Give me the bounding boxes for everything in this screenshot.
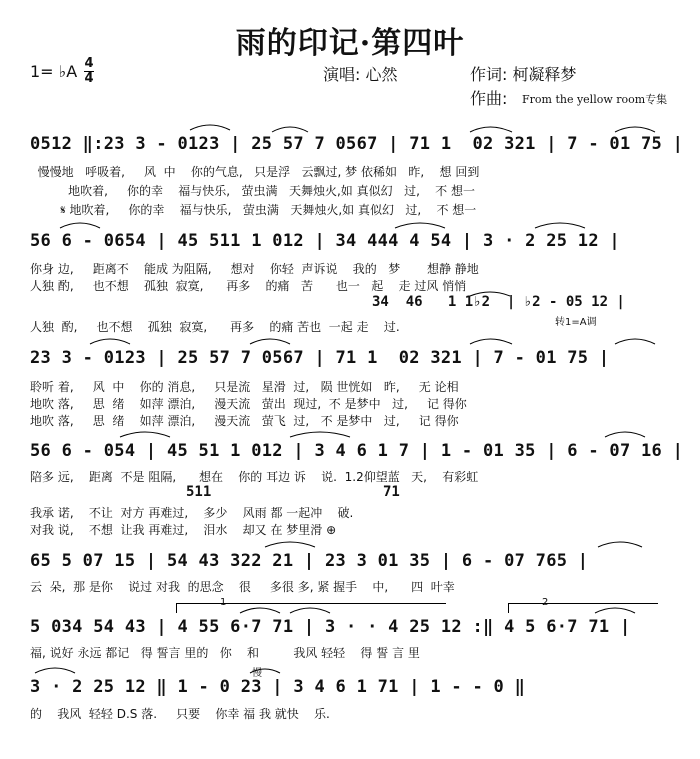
lyric-row-5-verse-1: 云 朵, 那 是你 说过 对我 的思念 很 多很 多, 紧 握手 中, 四 叶幸 xyxy=(30,580,455,594)
extra-notes-511: 511 xyxy=(186,484,212,500)
lyric-row-2-verse-2: 人独 酌, 也不想 孤独 寂寞, 再多 的痛 苦 也一 起 走 过风 悄悄 xyxy=(30,279,467,293)
lyric-row-7-verse-1: 的 我风 轻轻 D.S 落. 只要 你幸 福 我 就快 乐. xyxy=(30,707,330,721)
notes-row-3: 23 3 - 0123 | 25 57 7 0567 | 71 1 02 321 | 7 - 01 75 | xyxy=(30,348,610,368)
lyric-row-2-verse-1: 你身 边, 距离不 能成 为阻隔, 想对 你轻 声诉说 我的 梦 想静 静地 xyxy=(30,262,479,276)
alt-notes: 34 46 1 1♭2 | ♭2 - 05 12 | xyxy=(372,294,625,310)
composer-label: 作曲: xyxy=(470,89,508,108)
notes-row-6: 5 034 54 43 | 4 55 6·7 71 | 3 · · 4 25 12 :‖ 4 5 6·7 71 | xyxy=(30,617,631,637)
lyric-row-3-verse-2: 地吹 落, 思 绪 如萍 漂泊, 漫天流 萤出 现过, 不 是梦中 过, 记 得你 xyxy=(30,397,467,411)
lyric-row-3-verse-1: 聆听 着, 风 中 你的 消息, 只是流 星滑 过, 陨 世恍如 昨, 无 论相 xyxy=(30,380,459,394)
lyric-row-4-verse-3: 对我 说, 不想 让我 再难过, 泪水 却又 在 梦里滑 ⊕ xyxy=(30,523,337,537)
lyric-row-6-verse-1: 福, 说好 永远 都记 得 誓言 里的 你 和 我风 轻轻 得 誓 言 里 xyxy=(30,646,420,660)
lyric-row-1-verse-3: 𝄋 地吹着, 你的幸 福与快乐, 萤虫满 天舞烛火,如 真似幻 过, 不 想一 xyxy=(30,203,477,217)
notes-row-7: 3 · 2 25 12 ‖ 1 - 0 23 | 3 4 6 1 71 | 1 - - 0 ‖ xyxy=(30,677,526,697)
notes-row-1: 0512 ‖:23 3 - 0123 | 25 57 7 0567 | 71 1 02 321 | 7 - 01 75 | xyxy=(30,134,684,154)
extra-notes-71: 71 xyxy=(383,484,400,500)
volta-1-label: 1 xyxy=(220,597,227,608)
lyric-row-4-verse-2: 我承 诺, 不让 对方 再难过, 多少 风雨 都 一起冲 破. xyxy=(30,506,354,520)
alt-lyrics: 人独 酌, 也不想 孤独 寂寞, 再多 的痛 苦也 一起 走 过. xyxy=(30,320,400,334)
lyric-row-1-verse-1: 慢慢地 呼吸着, 风 中 你的气息, 只是浮 云飘过, 梦 依稀如 昨, 想 回到 xyxy=(30,165,480,179)
time-signature-bottom: 4 xyxy=(84,71,94,86)
notes-row-2: 56 6 - 0654 | 45 511 1 012 | 34 444 4 54 | 3 · 2 25 12 | xyxy=(30,231,620,251)
lyric-row-4-verse-1: 陪多 远, 距离 不是 阻隔, 想在 你的 耳边 诉 说. 1.2仰望蓝 天, 有彩虹 xyxy=(30,470,479,484)
lyric-row-1-verse-2: 地吹着, 你的幸 福与快乐, 萤虫满 天舞烛火,如 真似幻 过, 不 想一 xyxy=(30,184,475,198)
notes-row-4: 56 6 - 054 | 45 51 1 012 | 3 4 6 1 7 | 1 - 01 35 | 6 - 07 16 | xyxy=(30,441,684,461)
notes-row-5: 65 5 07 15 | 54 43 322 21 | 23 3 01 35 | 6 - 07 765 | xyxy=(30,551,589,571)
volta-2-label: 2 xyxy=(542,597,549,608)
page-title: 雨的印记·第四叶 xyxy=(235,26,465,61)
modulation-note: 转1=A调 xyxy=(555,317,597,328)
key-signature: 1= ♭A xyxy=(30,62,78,81)
lyricist-credit: 作词: 柯凝释梦 xyxy=(470,65,577,84)
lyric-row-3-verse-3: 地吹 落, 思 绪 如萍 漂泊, 漫天流 萤飞 过, 不 是梦中 过, 记 得你 xyxy=(30,414,459,428)
tempo-mark: 慢 xyxy=(252,668,262,679)
singer-credit: 演唱: 心然 xyxy=(323,65,398,84)
composer-credit: From the yellow room专集 xyxy=(522,93,668,106)
time-signature-top: 4 xyxy=(84,56,94,71)
